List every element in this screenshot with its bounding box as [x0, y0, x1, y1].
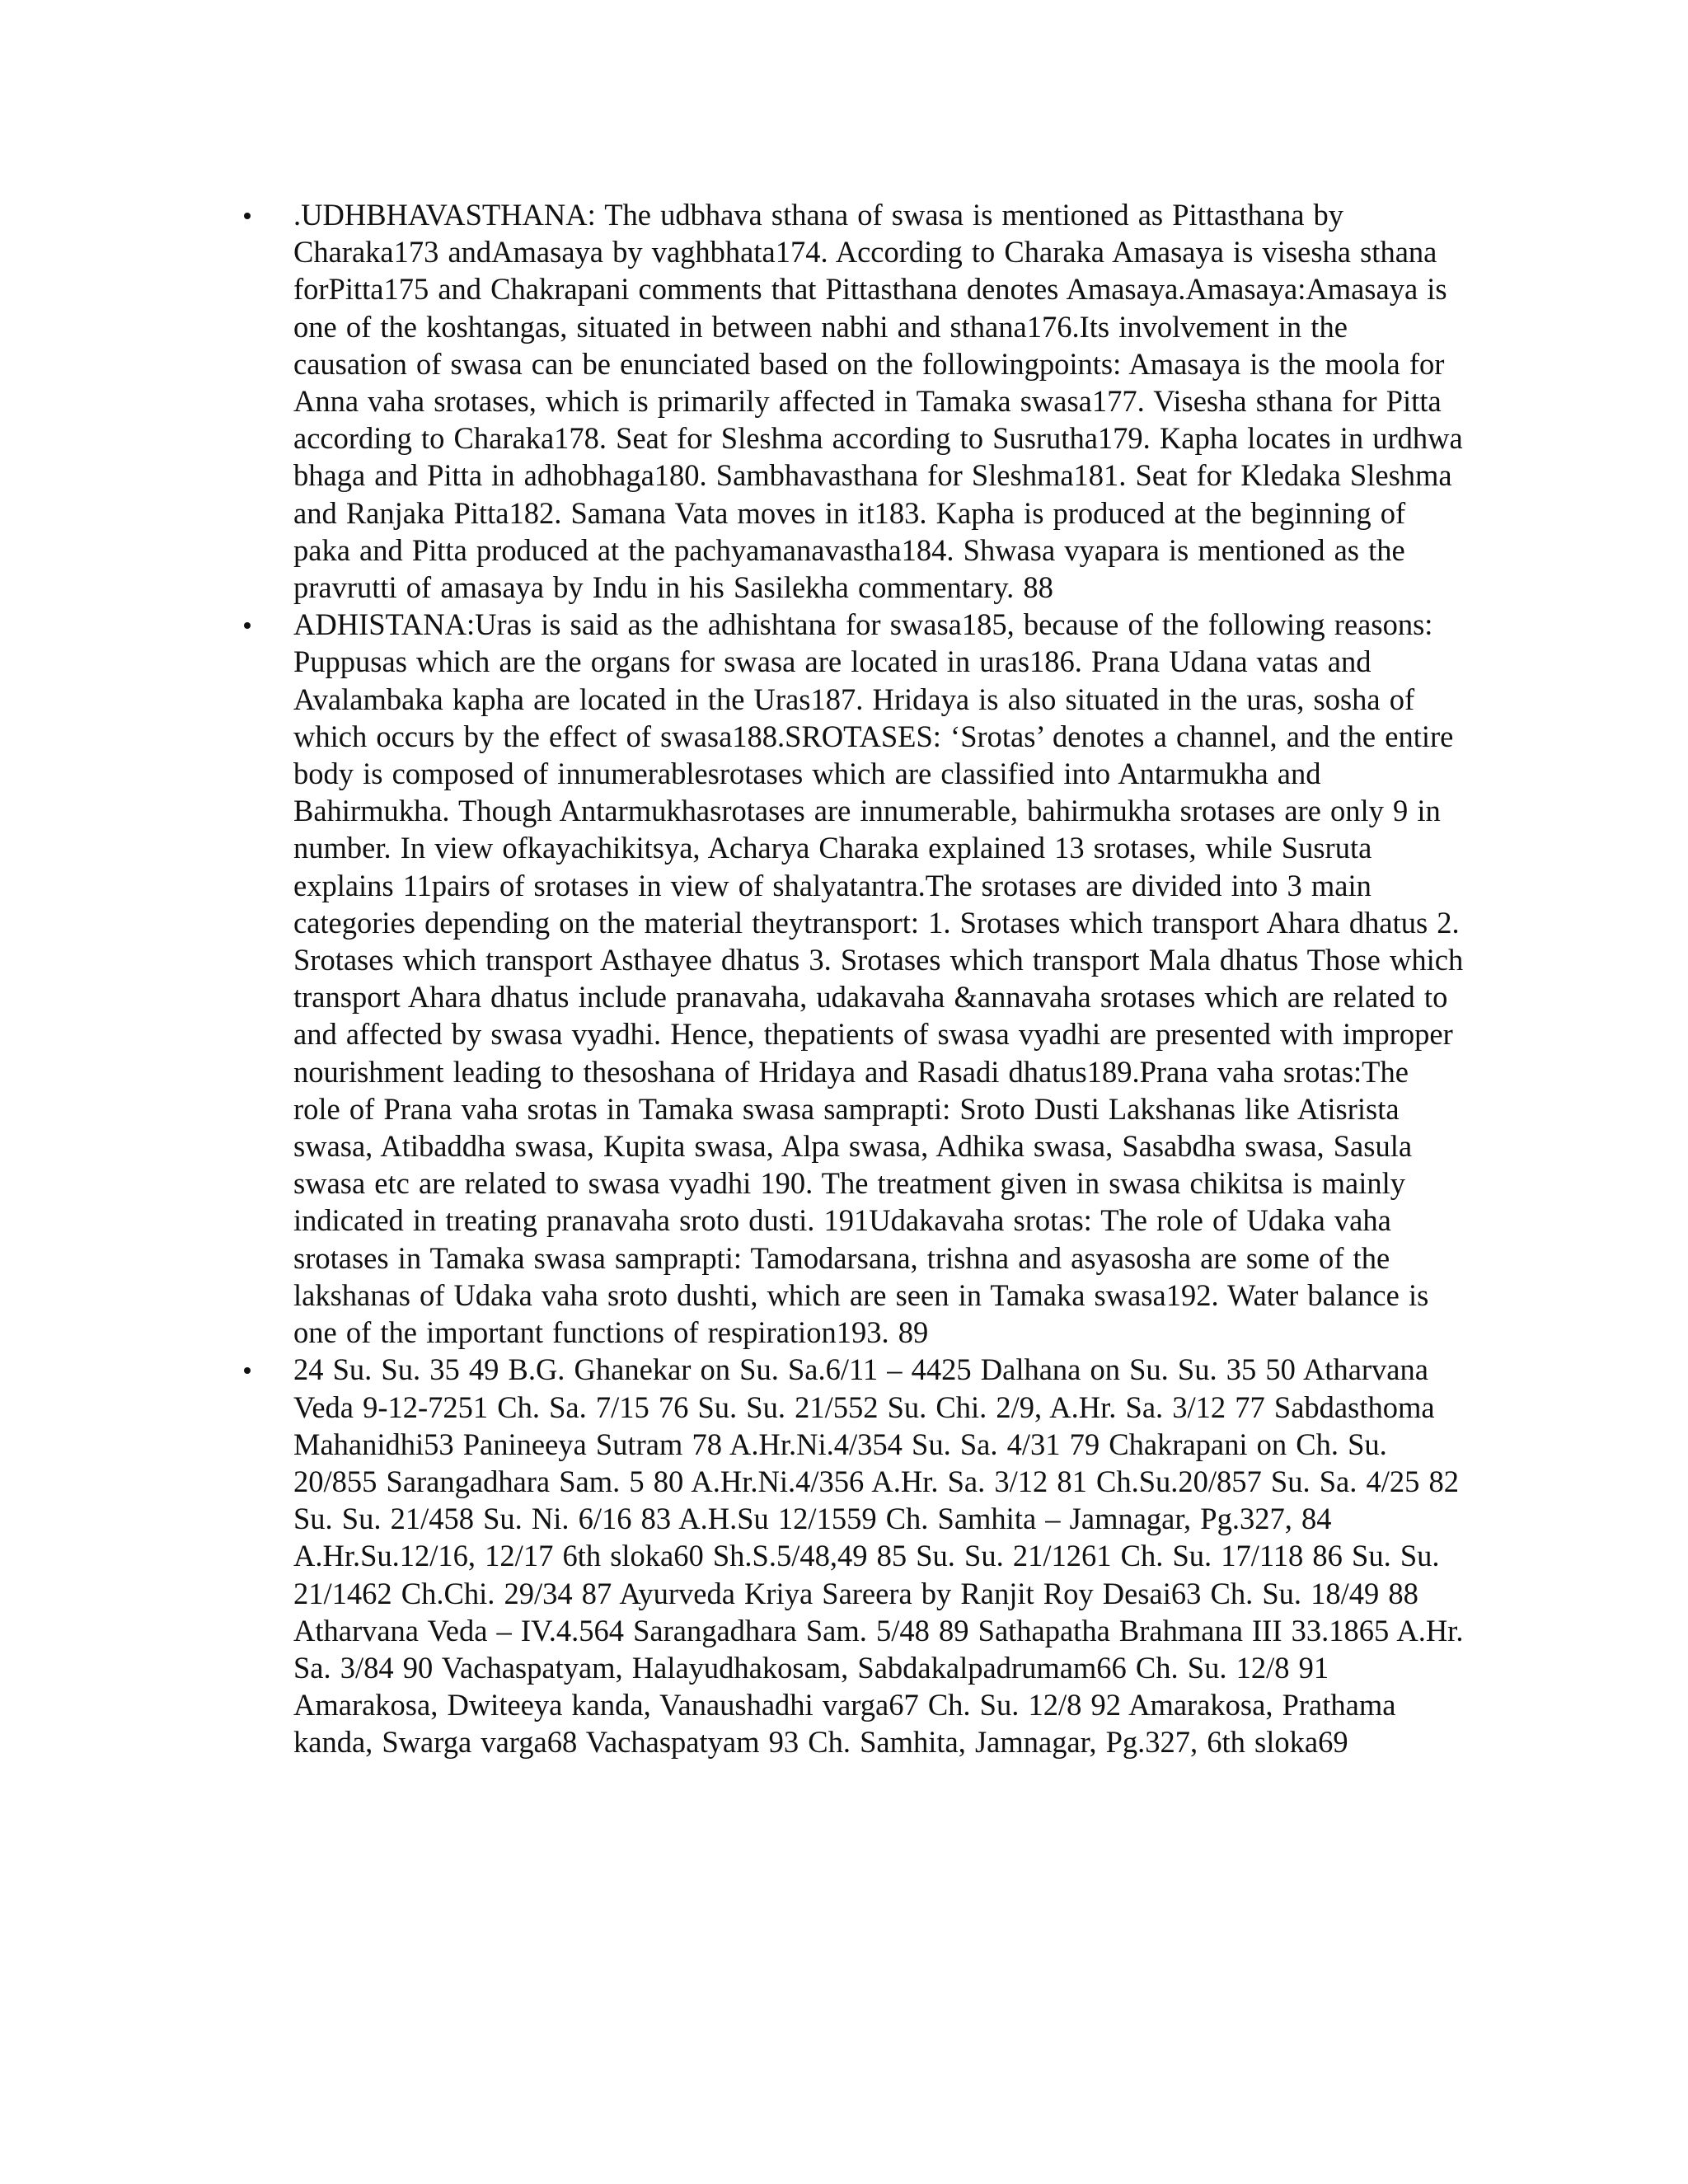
bullet-icon — [244, 1367, 251, 1374]
bullet-list — [244, 196, 1464, 1761]
paragraph-text: .UDHBHAVASTHANA: The udbhava sthana of swasa is mentioned as Pittasthana by Charaka173 andAmasaya by vaghbhata174. According to Charaka Amasaya is visesha sthana forPitta175 and Chakrapani comments that Pittasthana denotes Amasaya.Amasaya:Amasaya is one of the koshtangas, situated in between nabhi and sthana176.Its involvement in the causation of swasa can be enunciated based on the followingpoints: Amasaya is the moola for Anna vaha srotases, which is primarily affected in Tamaka swasa177. Visesha sthana for Pitta according to Charaka178. Seat for Sleshma according to Susrutha179. Kapha locates in urdhwa bhaga and Pitta in adhobhaga180. Sambhavasthana for Sleshma181. Seat for Kledaka Sleshma and Ranjaka Pitta182. Samana Vata moves in it183. Kapha is produced at the beginning of paka and Pitta produced at the pachyamanavastha184. Shwasa vyapara is mentioned as the pravrutti of amasaya by Indu in his Sasilekha commentary. 88 — [293, 198, 1463, 605]
list-item-udbhavasthana — [244, 196, 1464, 606]
list-item-references — [244, 1351, 1464, 1760]
bullet-icon — [244, 213, 251, 219]
paragraph-text: ADHISTANA:Uras is said as the adhishtana for swasa185, because of the following reasons: Puppusas which are the organs for swasa are located in uras186. Prana Udana vatas and Avalambaka kapha are located in the Uras187. Hridaya is also situated in the uras, sosha of which occurs by the effect of swasa188.SROTASES: ‘Srotas’ denotes a channel, and the entire body is composed of innumerablesrotases which are classified into Antarmukha and Bahirmukha. Though Antarmukhasrotases are innumerable, bahirmukha srotases are only 9 in number. In view ofkayachikitsya, Acharya Charaka explained 13 srotases, while Susruta explains 11pairs of srotases in view of shalyatantra.The srotases are divided into 3 main categories depending on the material theytransport: 1. Srotases which transport Ahara dhatus 2. Srotases which transport Asthayee dhatus 3. Srotases which transport Mala dhatus Those which transport Ahara dhatus include pranavaha, udakavaha &annavaha srotases which are related to and affected by swasa vyadhi. Hence, thepatients of swasa vyadhi are presented with improper nourishment leading to thesoshana of Hridaya and Rasadi dhatus189.Prana vaha srotas:The role of Prana vaha srotas in Tamaka swasa samprapti: Sroto Dusti Lakshanas like Atisrista swasa, Atibaddha swasa, Kupita swasa, Alpa swasa, Adhika swasa, Sasabdha swasa, Sasula swasa etc are related to swasa vyadhi 190. The treatment given in swasa chikitsa is mainly indicated in treating pranavaha sroto dusti. 191Udakavaha srotas: The role of Udaka vaha srotases in Tamaka swasa samprapti: Tamodarsana, trishna and asyasosha are some of the lakshanas of Udaka vaha sroto dushti, which are seen in Tamaka swasa192. Water balance is one of the important functions of respiration193. 89 — [293, 607, 1464, 1350]
paragraph-text: 24 Su. Su. 35 49 B.G. Ghanekar on Su. Sa.6/11 – 4425 Dalhana on Su. Su. 35 50 Atharvana Veda 9-12-7251 Ch. Sa. 7/15 76 Su. Su. 21/552 Su. Chi. 2/9, A.Hr. Sa. 3/12 77 Sabdasthoma Mahanidhi53 Panineeya Sutram 78 A.Hr.Ni.4/354 Su. Sa. 4/31 79 Chakrapani on Ch. Su. 20/855 Sarangadhara Sam. 5 80 A.Hr.Ni.4/356 A.Hr. Sa. 3/12 81 Ch.Su.20/857 Su. Sa. 4/25 82 Su. Su. 21/458 Su. Ni. 6/16 83 A.H.Su 12/1559 Ch. Samhita – Jamnagar, Pg.327, 84 A.Hr.Su.12/16, 12/17 6th sloka60 Sh.S.5/48,49 85 Su. Su. 21/1261 Ch. Su. 17/118 86 Su. Su. 21/1462 Ch.Chi. 29/34 87 Ayurveda Kriya Sareera by Ranjit Roy Desai63 Ch. Su. 18/49 88 Atharvana Veda – IV.4.564 Sarangadhara Sam. 5/48 89 Sathapatha Brahmana III 33.1865 A.Hr. Sa. 3/84 90 Vachaspatyam, Halayudhakosam, Sabdakalpadrumam66 Ch. Su. 12/8 91 Amarakosa, Dwiteeya kanda, Vanaushadhi varga67 Ch. Su. 12/8 92 Amarakosa, Prathama kanda, Swarga varga68 Vachaspatyam 93 Ch. Samhita, Jamnagar, Pg.327, 6th sloka69 — [293, 1352, 1464, 1760]
list-item-adhistana — [244, 606, 1464, 1351]
bullet-icon — [244, 622, 251, 629]
